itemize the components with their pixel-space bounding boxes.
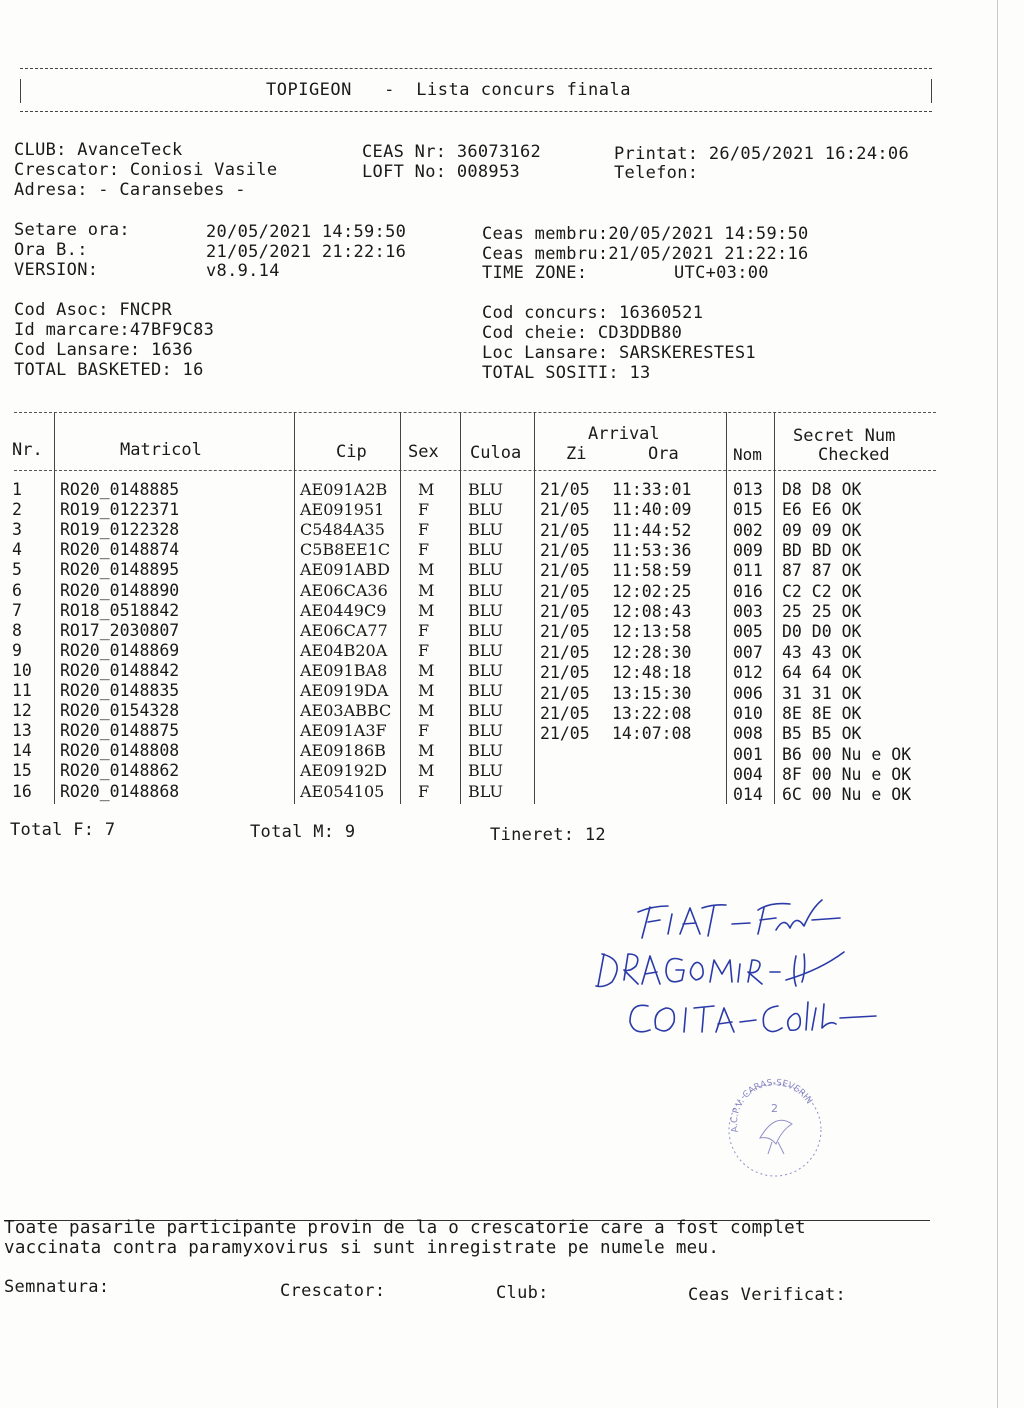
semnatura-label: Semnatura:	[4, 1277, 110, 1297]
crescator-name: Crescator: Coniosi Vasile	[14, 160, 278, 180]
cell-secret: D8 D8 OK	[782, 480, 862, 499]
cell-sex: F	[418, 540, 430, 560]
cell-nom: 012	[733, 663, 763, 683]
cell-matricol: RO20_0148875	[60, 721, 180, 741]
cell-nr: 6	[12, 580, 22, 600]
cell-cip: C5B8EE1C	[300, 540, 391, 560]
cell-secret: 8F 00 Nu e OK	[782, 764, 912, 784]
cell-culoa: BLU	[468, 701, 503, 721]
cell-sex: M	[418, 560, 435, 580]
cell-cip: AE091BA8	[300, 660, 388, 680]
col-header-nr: Nr.	[12, 440, 43, 460]
cell-sex: F	[418, 640, 430, 660]
cell-culoa: BLU	[468, 580, 503, 600]
cell-culoa: BLU	[468, 660, 503, 680]
cell-ora: 12:02:25	[612, 581, 692, 601]
cell-ora: 11:40:09	[612, 500, 692, 520]
cell-sex: M	[418, 741, 435, 761]
col-header-matricol: Matricol	[120, 440, 202, 460]
total-basketed: TOTAL BASKETED: 16	[14, 360, 204, 380]
cell-sex: M	[418, 660, 435, 680]
cell-nom: 005	[733, 622, 763, 642]
cell-sex: F	[418, 620, 430, 640]
version-label: VERSION:	[14, 260, 99, 280]
cell-secret: 6C 00 Nu e OK	[782, 785, 912, 805]
cell-nr: 10	[12, 660, 32, 680]
cell-ora: 12:48:18	[612, 663, 692, 683]
cell-ora: 12:08:43	[612, 602, 692, 622]
cod-asoc: Cod Asoc: FNCPR	[14, 300, 173, 320]
version-value: v8.9.14	[206, 261, 280, 281]
cell-nom: 010	[733, 703, 763, 723]
cell-culoa: BLU	[468, 741, 503, 761]
cell-zi: 21/05	[540, 724, 590, 744]
col-header-zi: Zi	[566, 444, 587, 464]
statement-line-1: Toate pasarile participante provin de la o crescatorie care a fost complet	[4, 1218, 806, 1238]
cell-cip: AE0449C9	[300, 600, 387, 620]
total-m: Total M: 9	[250, 822, 356, 842]
cell-cip: AE06CA36	[300, 580, 388, 600]
cell-zi: 21/05	[540, 500, 590, 520]
cell-culoa: BLU	[468, 761, 503, 781]
cell-cip: AE091951	[300, 500, 385, 520]
cell-zi: 21/05	[540, 541, 590, 561]
cell-zi: 21/05	[540, 561, 590, 581]
cell-culoa: BLU	[468, 781, 503, 801]
cell-culoa: BLU	[468, 480, 503, 499]
cell-zi: 21/05	[540, 663, 590, 683]
cell-nom: 003	[733, 602, 763, 622]
club-name: CLUB: AvanceTeck	[14, 140, 183, 160]
cell-matricol: RO20_0148835	[60, 681, 180, 700]
cell-culoa: BLU	[468, 560, 503, 580]
cell-cip: C5484A35	[300, 520, 385, 540]
ceas-membru-1: Ceas membru:20/05/2021 14:59:50	[482, 224, 809, 244]
cell-matricol: RO19_0122371	[60, 500, 180, 520]
cell-sex: M	[418, 701, 435, 721]
cell-nom: 004	[733, 764, 763, 784]
cod-lansare: Cod Lansare: 1636	[14, 340, 194, 360]
col-header-ora: Ora	[648, 444, 679, 464]
cell-nom: 015	[733, 500, 763, 520]
cell-ora: 12:13:58	[612, 622, 692, 642]
ceas-nr: CEAS Nr: 36073162	[362, 142, 542, 162]
loc-lansare: Loc Lansare: SARSKERESTES1	[482, 343, 756, 363]
cell-nr: 16	[12, 781, 32, 801]
setare-ora-label: Setare ora:	[14, 220, 130, 240]
table-header-rule	[14, 470, 936, 471]
cell-nr: 15	[12, 761, 32, 781]
cell-sex: M	[418, 681, 435, 700]
cell-nr: 11	[12, 681, 32, 700]
cell-cip: AE09186B	[300, 741, 386, 761]
cell-culoa: BLU	[468, 540, 503, 560]
cell-nr: 4	[12, 540, 22, 560]
cell-nom: 001	[733, 744, 763, 764]
col-header-secret-num: Secret Num	[793, 426, 896, 446]
time-zone-label: TIME ZONE:	[482, 263, 588, 283]
cell-nr: 5	[12, 560, 22, 580]
col-header-checked: Checked	[818, 445, 890, 465]
cell-matricol: RO20_0148868	[60, 781, 180, 801]
cell-matricol: RO20_0148869	[60, 640, 180, 660]
cell-nr: 8	[12, 620, 22, 640]
statement-line-2: vaccinata contra paramyxovirus si sunt inregistrate pe numele meu.	[4, 1238, 720, 1258]
club-label: Club:	[496, 1283, 549, 1303]
cell-nom: 009	[733, 541, 763, 561]
cell-nom: 013	[733, 480, 763, 499]
cell-matricol: RO17_2030807	[60, 620, 180, 640]
cell-sex: F	[418, 520, 430, 540]
adresa: Adresa: - Caransebes -	[14, 180, 246, 200]
cell-matricol: RO20_0148862	[60, 761, 180, 781]
cell-secret: D0 D0 OK	[782, 622, 862, 642]
cell-secret: 09 09 OK	[782, 520, 862, 540]
cell-nom: 014	[733, 785, 763, 805]
cell-matricol: RO20_0148890	[60, 580, 180, 600]
cell-secret: 64 64 OK	[782, 663, 862, 683]
cell-zi: 21/05	[540, 480, 590, 499]
tineret: Tineret: 12	[490, 825, 606, 845]
cell-ora: 11:53:36	[612, 541, 692, 561]
handwritten-signatures	[590, 890, 890, 1060]
id-marcare: Id marcare:47BF9C83	[14, 320, 215, 340]
cell-ora: 11:44:52	[612, 520, 692, 540]
cell-culoa: BLU	[468, 721, 503, 741]
cell-culoa: BLU	[468, 640, 503, 660]
cell-sex: M	[418, 761, 435, 781]
cell-secret: BD BD OK	[782, 541, 862, 561]
cell-nr: 13	[12, 721, 32, 741]
cell-sex: M	[418, 600, 435, 620]
cell-sex: M	[418, 580, 435, 600]
crescator-label: Crescator:	[280, 1281, 386, 1301]
cell-ora: 14:07:08	[612, 724, 692, 744]
club-stamp	[720, 1072, 830, 1182]
cell-cip: AE06CA77	[300, 620, 388, 640]
cell-sex: F	[418, 721, 430, 741]
cell-matricol: RO20_0148895	[60, 560, 180, 580]
ceas-verificat-label: Ceas Verificat:	[688, 1285, 847, 1305]
cell-secret: 8E 8E OK	[782, 703, 862, 723]
cell-matricol: RO18_0518842	[60, 600, 180, 620]
cell-secret: 43 43 OK	[782, 642, 862, 662]
cell-ora: 11:33:01	[612, 480, 692, 499]
cell-cip: AE09192D	[300, 761, 387, 781]
cell-ora: 12:28:30	[612, 642, 692, 662]
cell-nr: 9	[12, 640, 22, 660]
time-zone-value: UTC+03:00	[674, 263, 769, 283]
cell-secret: B6 00 Nu e OK	[782, 744, 912, 764]
cell-nr: 7	[12, 600, 22, 620]
cell-nom: 006	[733, 683, 763, 703]
cell-nr: 14	[12, 741, 32, 761]
cell-nom: 011	[733, 561, 763, 581]
cell-nr: 1	[12, 480, 22, 499]
cell-nr: 12	[12, 701, 32, 721]
cell-zi: 21/05	[540, 683, 590, 703]
cell-matricol: RO20_0154328	[60, 701, 180, 721]
ora-b-value: 21/05/2021 21:22:16	[206, 242, 407, 262]
cell-matricol: RO20_0148842	[60, 660, 180, 680]
cell-secret: E6 E6 OK	[782, 500, 862, 520]
cell-nr: 3	[12, 520, 22, 540]
cell-culoa: BLU	[468, 500, 503, 520]
cell-secret: 25 25 OK	[782, 602, 862, 622]
cell-culoa: BLU	[468, 620, 503, 640]
cell-nom: 007	[733, 642, 763, 662]
cell-matricol: RO19_0122328	[60, 520, 180, 540]
cell-secret: 31 31 OK	[782, 683, 862, 703]
col-header-culoa: Culoa	[470, 443, 522, 463]
cell-zi: 21/05	[540, 642, 590, 662]
cell-zi: 21/05	[540, 520, 590, 540]
setare-ora-value: 20/05/2021 14:59:50	[206, 222, 407, 242]
scan-edge	[997, 0, 998, 1408]
cod-concurs: Cod concurs: 16360521	[482, 303, 704, 323]
cell-cip: AE03ABBC	[300, 701, 392, 721]
table-top-rule	[14, 412, 936, 413]
cell-secret: B5 B5 OK	[782, 724, 862, 744]
cell-nom: 002	[733, 520, 763, 540]
stamp-number: 2	[771, 1102, 778, 1115]
telefon: Telefon:	[614, 163, 699, 183]
ora-b-label: Ora B.:	[14, 240, 88, 260]
cell-secret: C2 C2 OK	[782, 581, 862, 601]
ceas-membru-2: Ceas membru:21/05/2021 21:22:16	[482, 244, 809, 264]
col-header-sex: Sex	[408, 442, 439, 462]
cell-cip: AE091ABD	[300, 560, 390, 580]
cell-sex: F	[418, 781, 430, 801]
cell-sex: F	[418, 500, 430, 520]
cell-cip: AE0919DA	[300, 681, 389, 700]
cell-matricol: RO20_0148874	[60, 540, 180, 560]
cell-nom: 016	[733, 581, 763, 601]
cell-cip: AE091A3F	[300, 721, 387, 741]
cell-nr: 2	[12, 500, 22, 520]
cell-secret: 87 87 OK	[782, 561, 862, 581]
cell-ora: 13:15:30	[612, 683, 692, 703]
cell-culoa: BLU	[468, 681, 503, 700]
cell-zi: 21/05	[540, 581, 590, 601]
cell-cip: AE04B20A	[300, 640, 388, 660]
cell-zi: 21/05	[540, 622, 590, 642]
cell-ora: 13:22:08	[612, 703, 692, 723]
cell-cip: AE054105	[300, 781, 385, 801]
loft-no: LOFT No: 008953	[362, 162, 521, 182]
col-header-cip: Cip	[336, 442, 367, 462]
cell-ora: 11:58:59	[612, 561, 692, 581]
cell-culoa: BLU	[468, 520, 503, 540]
stamp-text: A.C.P.V. CARAS-SEVERIN	[729, 1078, 814, 1134]
cell-sex: M	[418, 480, 435, 499]
cell-cip: AE091A2B	[300, 480, 388, 499]
cod-cheie: Cod cheie: CD3DDB80	[482, 323, 683, 343]
col-header-nom: Nom	[733, 445, 762, 464]
total-f: Total F: 7	[10, 820, 116, 840]
printat: Printat: 26/05/2021 16:24:06	[614, 144, 909, 164]
cell-matricol: RO20_0148808	[60, 741, 180, 761]
cell-zi: 21/05	[540, 703, 590, 723]
cell-matricol: RO20_0148885	[60, 480, 180, 499]
page-title: TOPIGEON - Lista concurs finala	[266, 80, 631, 100]
cell-zi: 21/05	[540, 602, 590, 622]
total-sositi: TOTAL SOSITI: 13	[482, 363, 651, 383]
cell-nom: 008	[733, 724, 763, 744]
col-header-arrival: Arrival	[588, 424, 660, 444]
cell-culoa: BLU	[468, 600, 503, 620]
